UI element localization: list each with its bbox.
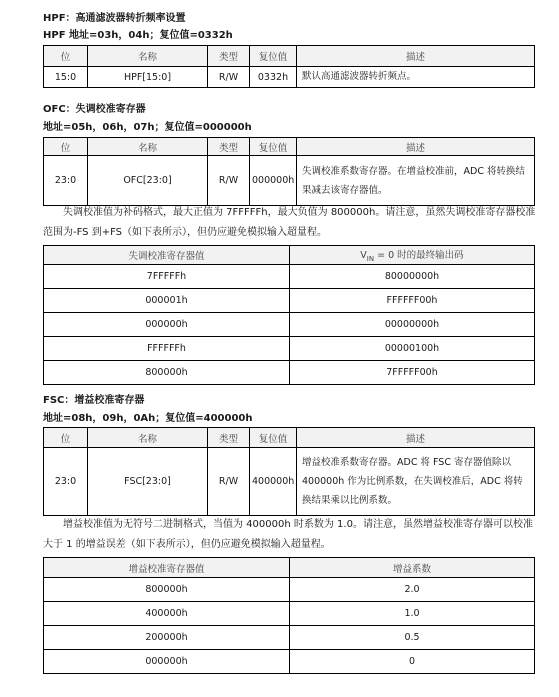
- table-header-row: [44, 138, 535, 156]
- cell-description: 失调校准系数寄存器。在增益校准前，ADC 将转换结果减去该寄存器值。: [297, 156, 535, 206]
- cell-bit: 23:0: [44, 156, 88, 206]
- header-name: 名称: [88, 138, 208, 156]
- header-name: 名称: [88, 46, 208, 67]
- hpf-address: HPF 地址=03h，04h；复位值=0332h: [43, 30, 233, 41]
- header-register-value: 增益校准寄存器值: [44, 558, 290, 578]
- cell-output-code: 00000100h: [290, 337, 535, 361]
- cell-register-value: FFFFFFh: [44, 337, 290, 361]
- table-header-row: [44, 558, 535, 578]
- fsc-note: 增益校准值为无符号二进制格式，当值为 400000h 时系数为 1.0。请注意，虽然增益校准寄存器可以校准大于 1 的增益误差（如下表所示），但仍应避免模拟输入超量程。: [43, 519, 533, 550]
- ofc-address: 地址=05h，06h，07h；复位值=000000h: [43, 122, 252, 133]
- table-row: [44, 448, 535, 516]
- ofc-note: 失调校准值为补码格式，最大正值为 7FFFFFh，最大负值为 800000h。请注意，虽然失调校准寄存器校准范围为-FS 到+FS（如下表所示），但仍应避免模拟输入超量程。: [43, 207, 536, 238]
- cell-description: 增益校准系数寄存器。ADC 将 FSC 寄存器值除以 400000h 作为比例系数，在失调校准后，ADC 将转换结果乘以比例系数。: [297, 448, 535, 516]
- ofc-register-table: [43, 137, 535, 206]
- header-gain: 增益系数: [290, 558, 535, 578]
- header-bit: 位: [44, 46, 88, 67]
- table-row: [44, 289, 535, 313]
- cell-register-value: 000000h: [44, 650, 290, 674]
- table-row: [44, 361, 535, 385]
- fsc-title: FSC：增益校准寄存器: [43, 395, 145, 406]
- cell-register-value: 800000h: [44, 578, 290, 602]
- header-reset: 复位值: [250, 428, 297, 448]
- cell-reset: 400000h: [250, 448, 297, 516]
- table-header-row: [44, 428, 535, 448]
- ofc-title: OFC：失调校准寄存器: [43, 104, 146, 115]
- hpf-register-table: [43, 45, 535, 88]
- table-row: [44, 156, 535, 206]
- header-bit: 位: [44, 428, 88, 448]
- cell-gain: 2.0: [290, 578, 535, 602]
- cell-gain: 0: [290, 650, 535, 674]
- table-header-row: [44, 46, 535, 67]
- header-name: 名称: [88, 428, 208, 448]
- table-row: [44, 578, 535, 602]
- cell-bit: 15:0: [44, 67, 88, 88]
- table-row: [44, 313, 535, 337]
- cell-register-value: 7FFFFFh: [44, 265, 290, 289]
- table-row: [44, 337, 535, 361]
- fsc-map-table: [43, 557, 535, 674]
- table-row: [44, 265, 535, 289]
- cell-register-value: 000001h: [44, 289, 290, 313]
- cell-description: 默认高通滤波器转折频点。: [297, 67, 535, 88]
- header-description: 描述: [297, 46, 535, 67]
- table-row: [44, 626, 535, 650]
- header-type: 类型: [208, 428, 250, 448]
- header-description: 描述: [297, 138, 535, 156]
- cell-reset: 0332h: [250, 67, 297, 88]
- cell-type: R/W: [208, 67, 250, 88]
- ofc-map-table: [43, 245, 535, 385]
- header-reset: 复位值: [250, 138, 297, 156]
- cell-register-value: 200000h: [44, 626, 290, 650]
- cell-gain: 1.0: [290, 602, 535, 626]
- fsc-address: 地址=08h，09h，0Ah；复位值=400000h: [43, 413, 253, 424]
- cell-name: HPF[15:0]: [88, 67, 208, 88]
- cell-output-code: FFFFFF00h: [290, 289, 535, 313]
- cell-reset: 000000h: [250, 156, 297, 206]
- cell-register-value: 000000h: [44, 313, 290, 337]
- header-type: 类型: [208, 138, 250, 156]
- cell-type: R/W: [208, 156, 250, 206]
- hpf-title: HPF：高通滤波器转折频率设置: [43, 13, 186, 24]
- cell-gain: 0.5: [290, 626, 535, 650]
- cell-register-value: 800000h: [44, 361, 290, 385]
- header-bit: 位: [44, 138, 88, 156]
- cell-output-code: 7FFFFF00h: [290, 361, 535, 385]
- fsc-register-table: [43, 427, 535, 516]
- header-output-code: $V_{IN} = 0$ 时的最终输出码: [290, 246, 535, 265]
- table-header-row: [44, 246, 535, 265]
- cell-output-code: 00000000h: [290, 313, 535, 337]
- table-row: [44, 67, 535, 88]
- cell-register-value: 400000h: [44, 602, 290, 626]
- header-description: 描述: [297, 428, 535, 448]
- header-type: 类型: [208, 46, 250, 67]
- cell-type: R/W: [208, 448, 250, 516]
- header-reset: 复位值: [250, 46, 297, 67]
- cell-name: OFC[23:0]: [88, 156, 208, 206]
- header-register-value: 失调校准寄存器值: [44, 246, 290, 265]
- cell-name: FSC[23:0]: [88, 448, 208, 516]
- table-row: [44, 602, 535, 626]
- cell-output-code: 80000000h: [290, 265, 535, 289]
- cell-bit: 23:0: [44, 448, 88, 516]
- table-row: [44, 650, 535, 674]
